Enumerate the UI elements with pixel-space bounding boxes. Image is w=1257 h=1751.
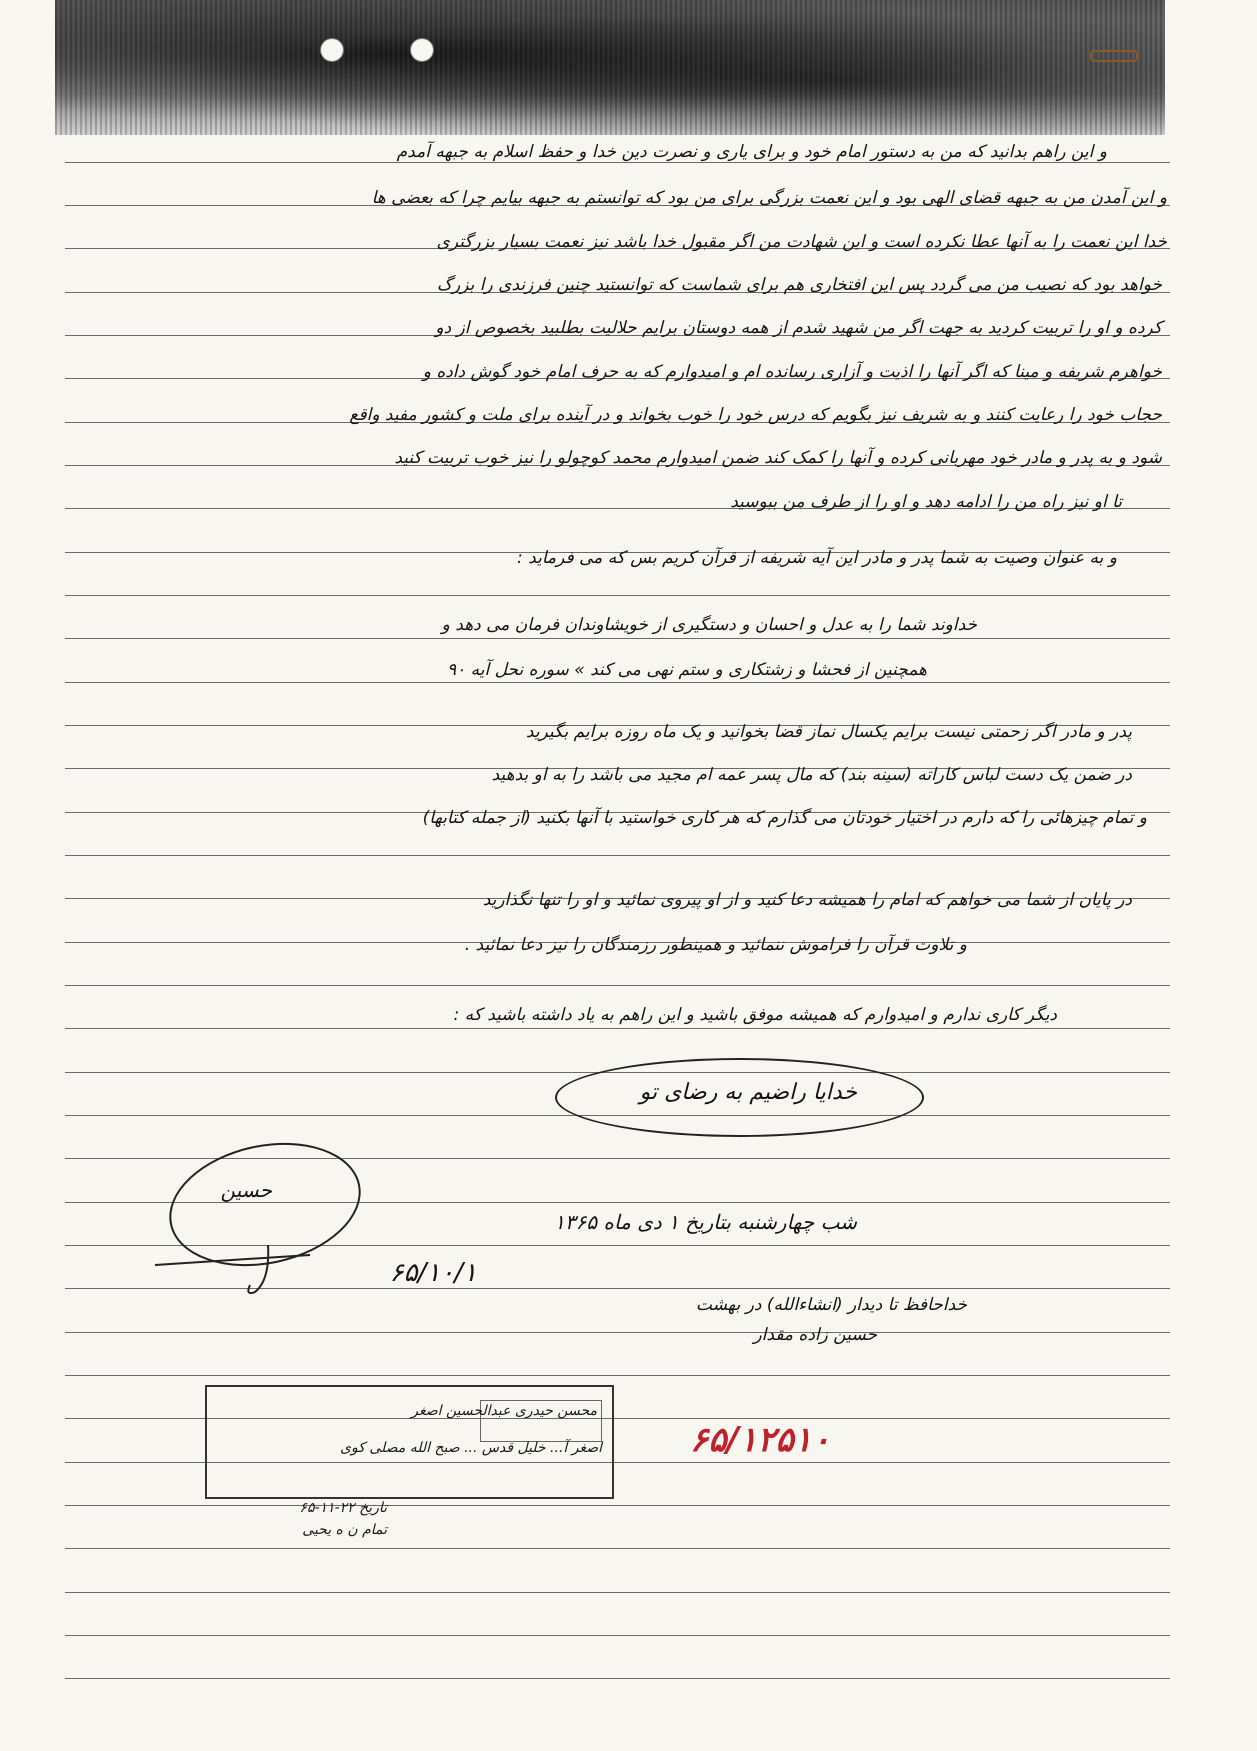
letter-line: و تمام چیزهائی را که دارم در اختیار خودتان می گذارم که هر کاری خواستید با آنها بکنید (از جمله کتابها)	[422, 808, 1147, 828]
ruled-line	[65, 1678, 1170, 1679]
letter-line: کرده و او را تربیت کردید به جهت اگر من شهید شدم از همه دوستان برایم حلالیت بطلبید بخصوص از دو	[435, 318, 1162, 338]
letter-line: تا او نیز راه من را ادامه دهد و او را از طرف من ببوسید	[730, 492, 1122, 512]
letter-line: دیگر کاری ندارم و امیدوارم که همیشه موفق باشید و این راهم به یاد داشته باشید که :	[453, 1005, 1057, 1025]
enclosed-phrase: خدایا راضیم به رضای تو	[639, 1080, 857, 1105]
ruled-line	[65, 1505, 1170, 1506]
letter-line: شود و به پدر و مادر خود مهربانی کرده و آنها را کمک کند ضمن امیدوارم محمد کوچولو را نیز خوب تربیت کنید	[394, 448, 1162, 468]
letter-line: و این راهم بدانید که من به دستور امام خود و برای یاری و نصرت دین خدا و حفظ اسلام به جبهه آمدم	[396, 142, 1107, 162]
signature-stroke	[150, 1230, 320, 1300]
ruled-line	[65, 1635, 1170, 1636]
letter-line: و این آمدن من به جبهه قضای الهی بود و این نعمت بزرگی برای من بود که توانستم به جبهه بیایم چرا که بعضی ها	[371, 188, 1167, 208]
letter-line: حجاب خود را رعایت کنند و به شریف نیز بگویم که درس خود را خوب بخواند و در آینده برای ملت و کشور مفید واقع	[349, 405, 1162, 425]
ruled-line	[65, 1375, 1170, 1376]
stamp-row: تمام ن ه یحیی	[302, 1522, 387, 1538]
letter-line: در پایان از شما می خواهم که امام را همیشه دعا کنید و از او پیروی نمائید و او را تنها نگذارید	[482, 890, 1132, 910]
signer-name: حسین زاده مقدار	[753, 1325, 877, 1345]
farewell-line: خداحافظ تا دیدار (انشاءالله) در بهشت	[695, 1295, 967, 1315]
ruled-line	[65, 682, 1170, 683]
red-reference-number: ۶۵/۱۲۵۱۰	[690, 1420, 831, 1460]
ruled-line	[65, 1332, 1170, 1333]
staple-mark	[1090, 50, 1138, 62]
ruled-line	[65, 1028, 1170, 1029]
letter-line: پدر و مادر اگر زحمتی نیست برایم یکسال نماز قضا بخوانید و یک ماه روزه برایم بگیرید	[525, 722, 1132, 742]
ruled-line	[65, 162, 1170, 163]
stamp-row: اصغر آ... خلیل قدس ... صبح الله مصلی کوی	[340, 1440, 602, 1456]
stamp-row: محسن حیدری عبدالحسین اصغر	[411, 1403, 597, 1419]
ruled-line	[65, 855, 1170, 856]
date-note: ۶۵/۱۰/۱	[389, 1258, 477, 1288]
ruled-line	[65, 1592, 1170, 1593]
letter-line: خواهرم شریفه و مینا که اگر آنها را اذیت و آزاری رسانده ام و امیدوارم که به حرف امام خود گوش داده و	[422, 362, 1162, 382]
ruled-line	[65, 638, 1170, 639]
letter-line: خداوند شما را به عدل و احسان و دستگیری از خویشاوندان فرمان می دهد و	[441, 615, 977, 635]
letter-line: همچنین از فحشا و زشتکاری و ستم نهی می کند » سوره نحل آیه ۹۰	[447, 660, 927, 680]
ruled-line	[65, 595, 1170, 596]
signature: حسین	[220, 1178, 272, 1202]
date-line: شب چهارشنبه بتاریخ ۱ دی ماه ۱۳۶۵	[554, 1210, 857, 1234]
ruled-line	[65, 985, 1170, 986]
letter-line: و تلاوت قرآن را فراموش ننمائید و همینطور رزمندگان را نیز دعا نمائید .	[464, 935, 967, 955]
ruled-line	[65, 1548, 1170, 1549]
punch-hole	[410, 38, 434, 62]
stamp-row: تاریخ ۲۲-۱۱-۶۵	[299, 1500, 387, 1516]
letter-line: خواهد بود که نصیب من می گردد پس این افتخاری هم برای شماست که توانستید چنین فرزندی را بزرگ	[436, 275, 1162, 295]
letter-line: در ضمن یک دست لباس کاراته (سینه بند) که مال پسر عمه ام مجید می باشد را به او بدهید	[491, 765, 1132, 785]
punch-hole	[320, 38, 344, 62]
letter-line: خدا این نعمت را به آنها عطا نکرده است و این شهادت من اگر مقبول خدا باشد نیز نعمت بسیار بزرگتری	[436, 232, 1167, 252]
scanned-top-edge	[55, 0, 1165, 135]
letter-line: و به عنوان وصیت به شما پدر و مادر این آیه شریفه از قرآن کریم بس که می فرماید :	[517, 548, 1117, 568]
